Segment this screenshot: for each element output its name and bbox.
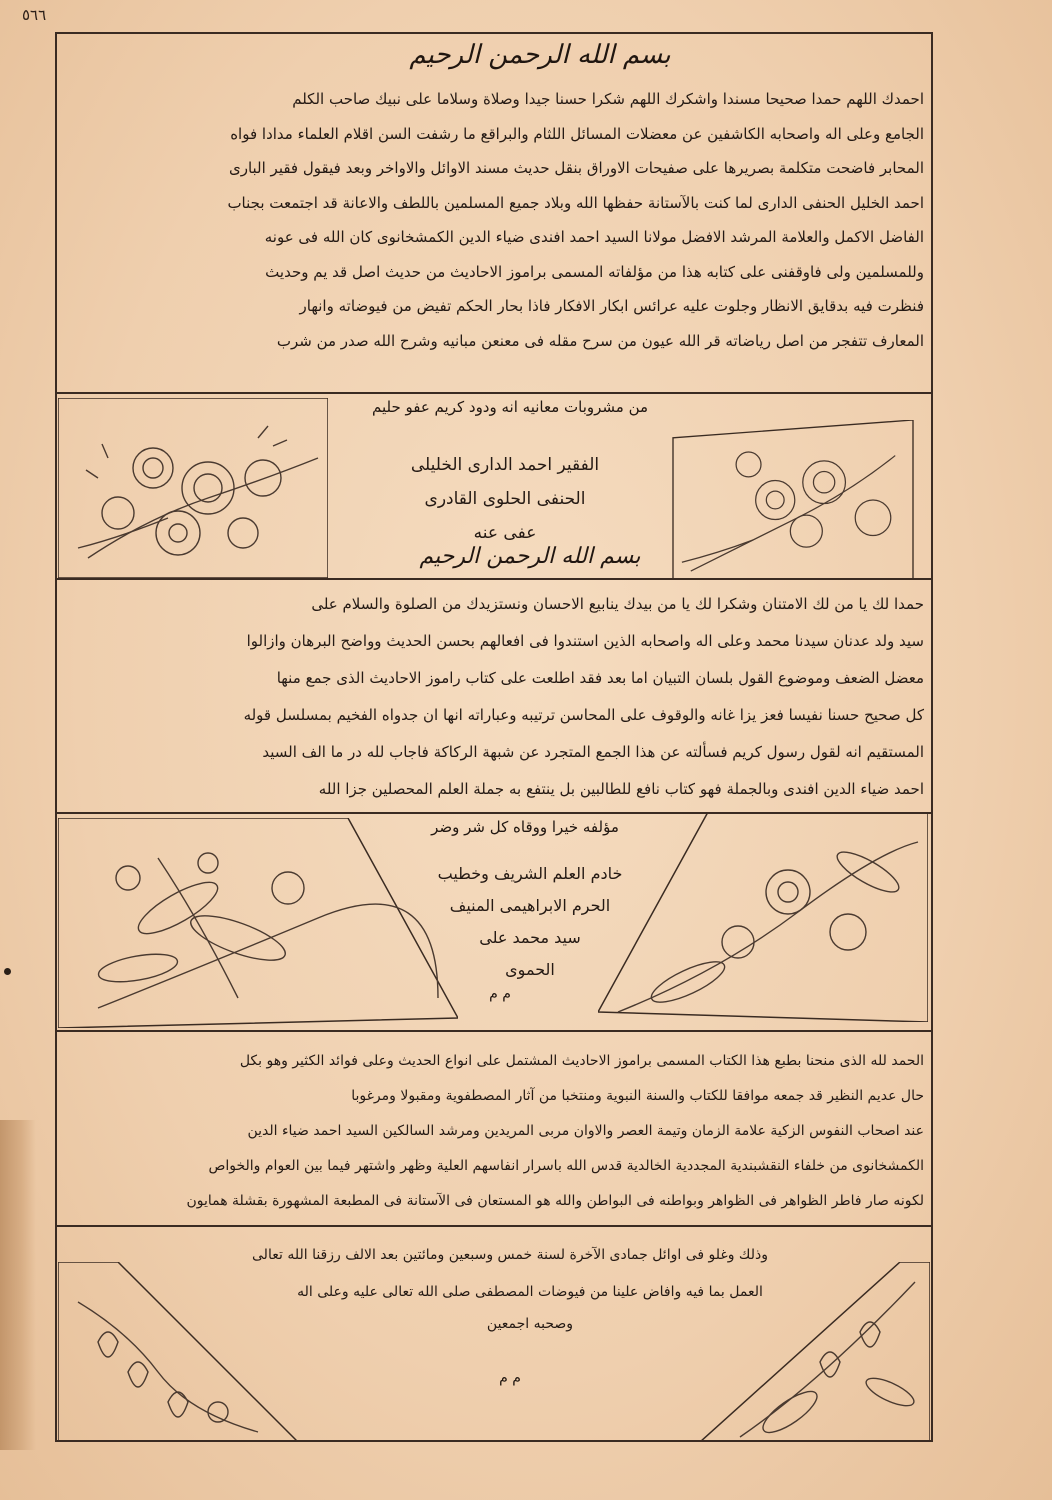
section2-line: معضل الضعف وموضوع القول بلسان التبيان اما بعد فقد اطلعت على كتاب راموز الاحاديث الذى جمع منها bbox=[276, 669, 924, 687]
section1-line: وللمسلمين ولى فاوقفنى على كتابه هذا من مؤلفاته المسمى براموز الاحاديث من حديث اصل قد يم وحديث bbox=[265, 262, 924, 281]
section1-line: الجامع وعلى اله واصحابه الكاشفين عن معضلات المسائل اللثام والبراقع ما رشفت السن اقلام العلماء مدادا فواه bbox=[230, 124, 924, 143]
page-number: ٥٦٦ bbox=[22, 6, 47, 24]
section3-line: عند اصحاب النفوس الزكية علامة الزمان وتيمة العصر والاوان مربى المريدين ومرشد السالكين السيد احمد ضياء الدين bbox=[247, 1123, 924, 1139]
flower-bloom bbox=[116, 866, 140, 890]
section1-line: الفاضل الاكمل والعلامة المرشد الافضل مولانا السيد احمد افندى ضياء الدين الكمشخانوى كان الله فى عونه bbox=[264, 228, 924, 246]
section1-signature bbox=[340, 448, 670, 550]
section3-closing bbox=[250, 1276, 810, 1340]
signature-line: عفى عنه bbox=[473, 523, 537, 543]
leaf bbox=[132, 873, 224, 942]
section3-line: الحمد لله الذى منحنا بطبع هذا الكتاب المسمى براموز الاحاديث المشتمل على انواع الحديث وعلى فوائد الكثير وهو بكل bbox=[239, 1053, 924, 1069]
flower-bloom bbox=[855, 500, 891, 536]
section1-line: احمدك اللهم حمدا صحيحا مسندا واشكرك اللهم شكرا حسنا جيدا وصلاة وسلاما على نبيك صاحب الكلم bbox=[292, 90, 924, 108]
leaf bbox=[97, 949, 180, 987]
leaf bbox=[832, 845, 904, 899]
section2-last-line: مؤلفه خيرا ووقاه كل شر وضر bbox=[431, 818, 619, 836]
bell-flower bbox=[168, 1392, 188, 1417]
signature-line: الفقير احمد الدارى الخليلى bbox=[410, 455, 600, 475]
end-mark-middle: م م bbox=[489, 986, 511, 1002]
section2-signature bbox=[380, 858, 680, 986]
bell-flower bbox=[128, 1362, 148, 1387]
flower-bloom bbox=[790, 515, 822, 547]
section2-body bbox=[64, 586, 924, 808]
closing-line: وصحبه اجمعين bbox=[486, 1316, 574, 1332]
flower-bloom bbox=[830, 914, 866, 950]
date-line: وذلك وغلو فى اوائل جمادى الآخرة لسنة خمس وسبعين ومائتين بعد الالف رزقنا الله تعالى bbox=[252, 1247, 768, 1263]
signature-line: الحرم الابراهيمى المنيف bbox=[449, 896, 611, 915]
flower-bloom bbox=[803, 461, 846, 504]
flower-bloom bbox=[102, 497, 134, 529]
section3-divider-lower bbox=[55, 1225, 933, 1227]
ink-spot bbox=[4, 968, 11, 975]
section2-line: كل صحيح حسنا نفيسا فعز يزا غانه والوقوف على المحاسن ترتيبه وعباراته انها ان جدواه الفخيم بمسلسل قوله bbox=[243, 706, 924, 724]
flower-engraving-left bbox=[58, 398, 328, 578]
section1-body bbox=[64, 82, 924, 358]
section3-line: الكمشخانوى من خلفاء النقشبندية المجددية الخالدية قدس الله باسرار انفاسهم العلية وظهر واشتهر فيما بين العوام والخواص bbox=[208, 1158, 924, 1174]
end-mark-bottom: م م bbox=[499, 1370, 521, 1386]
signature-line: الحموى bbox=[505, 960, 555, 979]
flower-bloom bbox=[245, 460, 281, 496]
section3-line: لكونه صار فاطر الظواهر فى الظواهر وبواطنه فى البواطن والله هو المستعان فى الآستانة فى المطبعة المشهورة بقشلة همايون bbox=[186, 1193, 924, 1209]
signature-line: خادم العلم الشريف وخطيب bbox=[437, 864, 623, 883]
bell-flower bbox=[98, 1332, 118, 1357]
flower-bloom bbox=[182, 462, 234, 514]
basmala-top: بسم الله الرحمن الرحيم bbox=[409, 40, 671, 70]
closing-line: العمل بما فيه وافاض علينا من فيوضات المصطفى صلى الله تعالى عليه وعلى اله bbox=[297, 1284, 763, 1300]
section1-last-line: من مشروبات معانيه انه ودود كريم عفو حليم bbox=[371, 398, 649, 416]
section2-divider bbox=[55, 578, 933, 580]
section2-line: المستقيم انه لقول رسول كريم فسألته عن هذا الجمع المتجرد عن شبهة الركاكة فاجاب لله در ما الف السيد bbox=[262, 743, 924, 761]
flower-bloom bbox=[736, 452, 761, 477]
flower-bloom bbox=[133, 448, 173, 488]
flower-bloom bbox=[756, 480, 795, 519]
flower-bloom bbox=[272, 872, 304, 904]
leaf bbox=[186, 907, 290, 969]
signature-line: الحنفى الحلوى القادرى bbox=[424, 489, 586, 509]
section2-line: احمد ضياء الدين افندى وبالجملة فهو كتاب نافع للطالبين بل ينتفع به جملة العلم المحصلين جزا الله bbox=[318, 780, 924, 798]
section1-line: احمد الخليل الحنفى الدارى لما كنت بالآستانة حفظها الله وبلاد جميع المسلمين باللطف والاعانة قد اجتمعت بجناب bbox=[227, 193, 924, 212]
flower-bloom bbox=[228, 518, 258, 548]
section1-line: فنظرت فيه بدقايق الانظار وجلوت عليه عرائس ابكار الافكار فاذا بحار الحكم تفيض من فيوضاته وانهار bbox=[299, 297, 924, 315]
leaf bbox=[863, 1373, 918, 1411]
basmala-middle: بسم الله الرحمن الرحيم bbox=[419, 544, 641, 569]
section3-body bbox=[64, 1044, 924, 1219]
worn-paper-edge bbox=[0, 1120, 36, 1450]
section1-line: المحابر فاضحت متكلمة بصريرها على صفيحات الاوراق بنقل حديث مسند الاوائل والاواخر وبعد فيقول فقير البارى bbox=[228, 159, 924, 177]
flower-bloom bbox=[198, 853, 218, 873]
signature-line: سيد محمد على bbox=[479, 928, 581, 947]
section3-line: حال عديم النظير قد جمعه موافقا للكتاب والسنة النبوية ومنتخبا من آثار المصطفوية ومقبولا ومرغوبا bbox=[351, 1088, 924, 1104]
section3-divider bbox=[55, 1030, 933, 1032]
section1-line: المعارف تتفجر من اصل رياضاته قر الله عيون من سرح مقله فى معنعن مبانيه وشرح الله صدر من شرب bbox=[276, 331, 924, 350]
section2-line: حمدا لك يا من لك الامتنان وشكرا لك يا من بيدك ينابيع الاحسان ونستزيدك من الصلوة والسلام على bbox=[311, 595, 924, 613]
flower-bloom bbox=[156, 511, 200, 555]
leaf bbox=[757, 1385, 822, 1440]
section2-line: سيد ولد عدنان سيدنا محمد وعلى اله واصحابه الذين استندوا فى افعالهم بحسن الحديث وواضح البرهان وازالوا bbox=[246, 632, 924, 650]
section1-divider bbox=[55, 392, 933, 394]
